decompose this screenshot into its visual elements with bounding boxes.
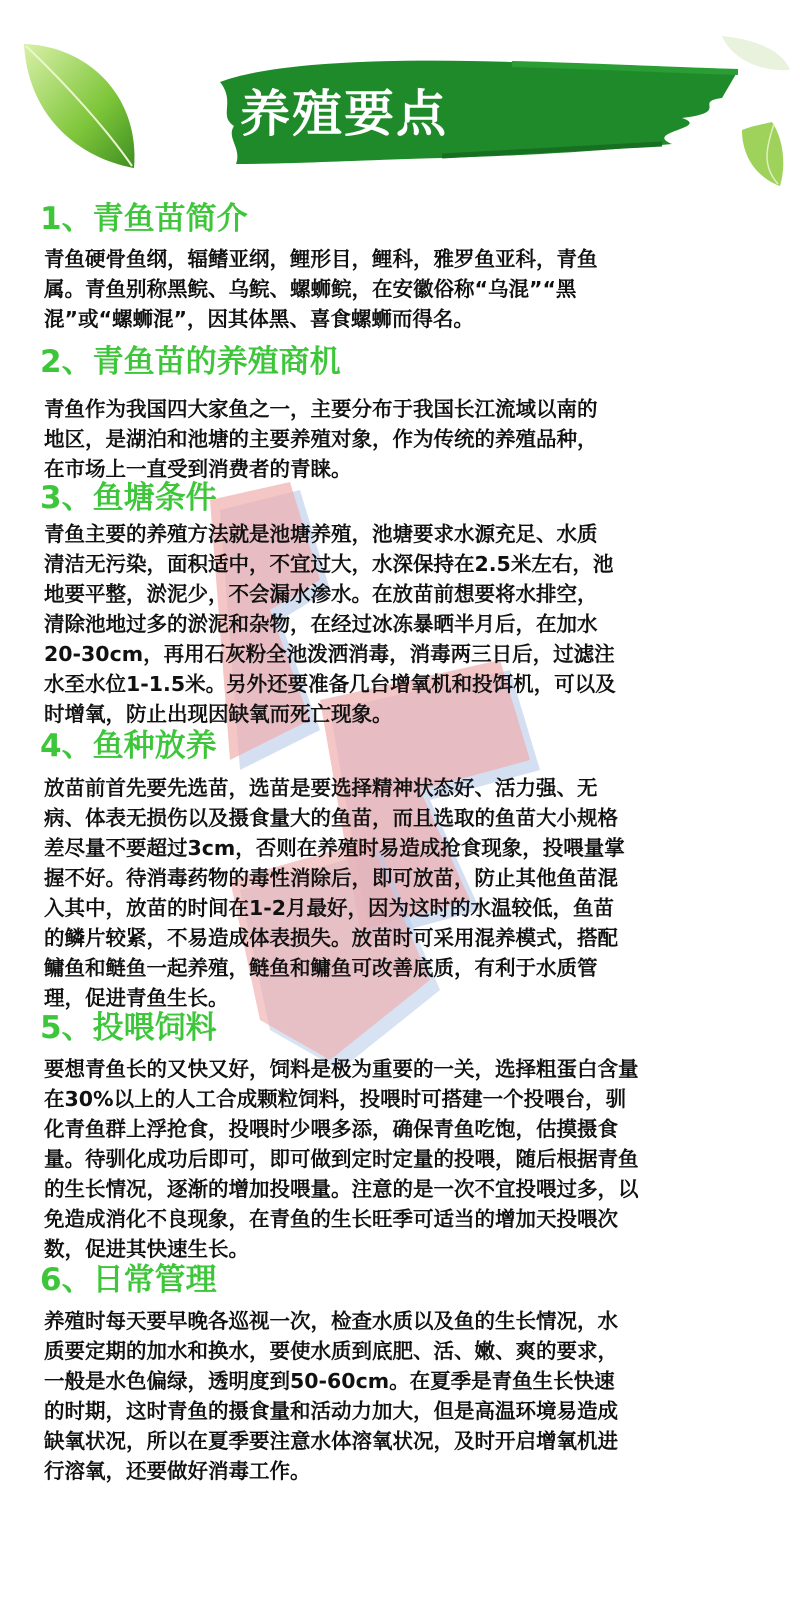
paragraph-line: 的生长情况，逐渐的增加投喂量。注意的是一次不宜投喂过多，以 — [44, 1177, 639, 1201]
paragraph-line: 病、体表无损伤以及摄食量大的鱼苗，而且选取的鱼苗大小规格 — [44, 806, 618, 830]
section-paragraph — [44, 244, 598, 334]
paragraph-line: 缺氧状况，所以在夏季要注意水体溶氧状况，及时开启增氧机进 — [44, 1429, 618, 1453]
paragraph-line: 水至水位1-1.5米。另外还要准备几台增氧机和投饵机，可以及 — [44, 672, 616, 696]
paragraph-line: 理，促进青鱼生长。 — [44, 986, 229, 1010]
section-heading: 2、青鱼苗的养殖商机 — [40, 344, 341, 380]
paragraph-line: 化青鱼群上浮抢食，投喂时少喂多添，确保青鱼吃饱，估摸摄食 — [44, 1117, 618, 1141]
paragraph-line: 养殖时每天要早晚各巡视一次，检查水质以及鱼的生长情况，水 — [44, 1309, 618, 1333]
paragraph-line: 清除池地过多的淤泥和杂物，在经过冰冻暴晒半月后，在加水 — [44, 612, 598, 636]
paragraph-line: 要想青鱼长的又快又好，饲料是极为重要的一关，选择粗蛋白含量 — [44, 1057, 639, 1081]
paragraph-line: 时增氧，防止出现因缺氧而死亡现象。 — [44, 702, 393, 726]
paragraph-line: 一般是水色偏绿，透明度到50-60cm。在夏季是青鱼生长快速 — [44, 1369, 615, 1393]
page-title: 养殖要点 — [240, 85, 448, 143]
paragraph-line: 的鳞片较紧，不易造成体表损失。放苗时可采用混养模式，搭配 — [44, 926, 618, 950]
section-heading: 4、鱼种放养 — [40, 728, 217, 764]
section-heading: 3、鱼塘条件 — [40, 480, 217, 516]
paragraph-line: 在市场上一直受到消费者的青睐。 — [44, 457, 352, 481]
paragraph-line: 青鱼硬骨鱼纲，辐鳍亚纲，鲤形目，鲤科，雅罗鱼亚科，青鱼 — [44, 247, 598, 271]
section-heading: 5、投喂饲料 — [40, 1010, 217, 1046]
paragraph-line: 鳙鱼和鲢鱼一起养殖，鲢鱼和鳙鱼可改善底质，有利于水质管 — [44, 956, 598, 980]
section-paragraph — [44, 1054, 639, 1264]
section-paragraph — [44, 519, 616, 729]
paragraph-line: 混”或“螺蛳混”，因其体黑、喜食螺蛳而得名。 — [44, 307, 474, 331]
section-heading: 1、青鱼苗简介 — [40, 201, 248, 237]
paragraph-line: 青鱼主要的养殖方法就是池塘养殖，池塘要求水源充足、水质 — [44, 522, 598, 546]
paragraph-line: 数，促进其快速生长。 — [44, 1237, 249, 1261]
section-heading: 6、日常管理 — [40, 1262, 217, 1298]
paragraph-line: 免造成消化不良现象，在青鱼的生长旺季可适当的增加天投喂次 — [44, 1207, 618, 1231]
paragraph-line: 放苗前首先要先选苗，选苗是要选择精神状态好、活力强、无 — [44, 776, 598, 800]
section-paragraph — [44, 1306, 618, 1486]
paragraph-line: 属。青鱼别称黑鲩、乌鲩、螺蛳鲩，在安徽俗称“乌混”“黑 — [44, 277, 577, 301]
paragraph-line: 握不好。待消毒药物的毒性消除后，即可放苗，防止其他鱼苗混 — [44, 866, 618, 890]
paragraph-line: 差尽量不要超过3cm，否则在养殖时易造成抢食现象，投喂量掌 — [44, 836, 625, 860]
paragraph-line: 地要平整，淤泥少，不会漏水渗水。在放苗前想要将水排空， — [44, 582, 598, 606]
paragraph-line: 的时期，这时青鱼的摄食量和活动力加大，但是高温环境易造成 — [44, 1399, 618, 1423]
paragraph-line: 地区，是湖泊和池塘的主要养殖对象，作为传统的养殖品种， — [44, 427, 598, 451]
paragraph-line: 在30%以上的人工合成颗粒饲料，投喂时可搭建一个投喂台，驯 — [44, 1087, 627, 1111]
paragraph-line: 入其中，放苗的时间在1-2月最好，因为这时的水温较低，鱼苗 — [44, 896, 615, 920]
paragraph-line: 20-30cm，再用石灰粉全池泼洒消毒，消毒两三日后，过滤注 — [44, 642, 615, 666]
paragraph-line: 行溶氧，还要做好消毒工作。 — [44, 1459, 311, 1483]
section-paragraph — [44, 394, 598, 484]
paragraph-line: 量。待驯化成功后即可，即可做到定时定量的投喂，随后根据青鱼 — [44, 1147, 639, 1171]
paragraph-line: 质要定期的加水和换水，要使水质到底肥、活、嫩、爽的要求， — [44, 1339, 618, 1363]
section-paragraph — [44, 773, 625, 1013]
paragraph-line: 清洁无污染，面积适中，不宜过大，水深保持在2.5米左右，池 — [44, 552, 614, 576]
paragraph-line: 青鱼作为我国四大家鱼之一，主要分布于我国长江流域以南的 — [44, 397, 598, 421]
